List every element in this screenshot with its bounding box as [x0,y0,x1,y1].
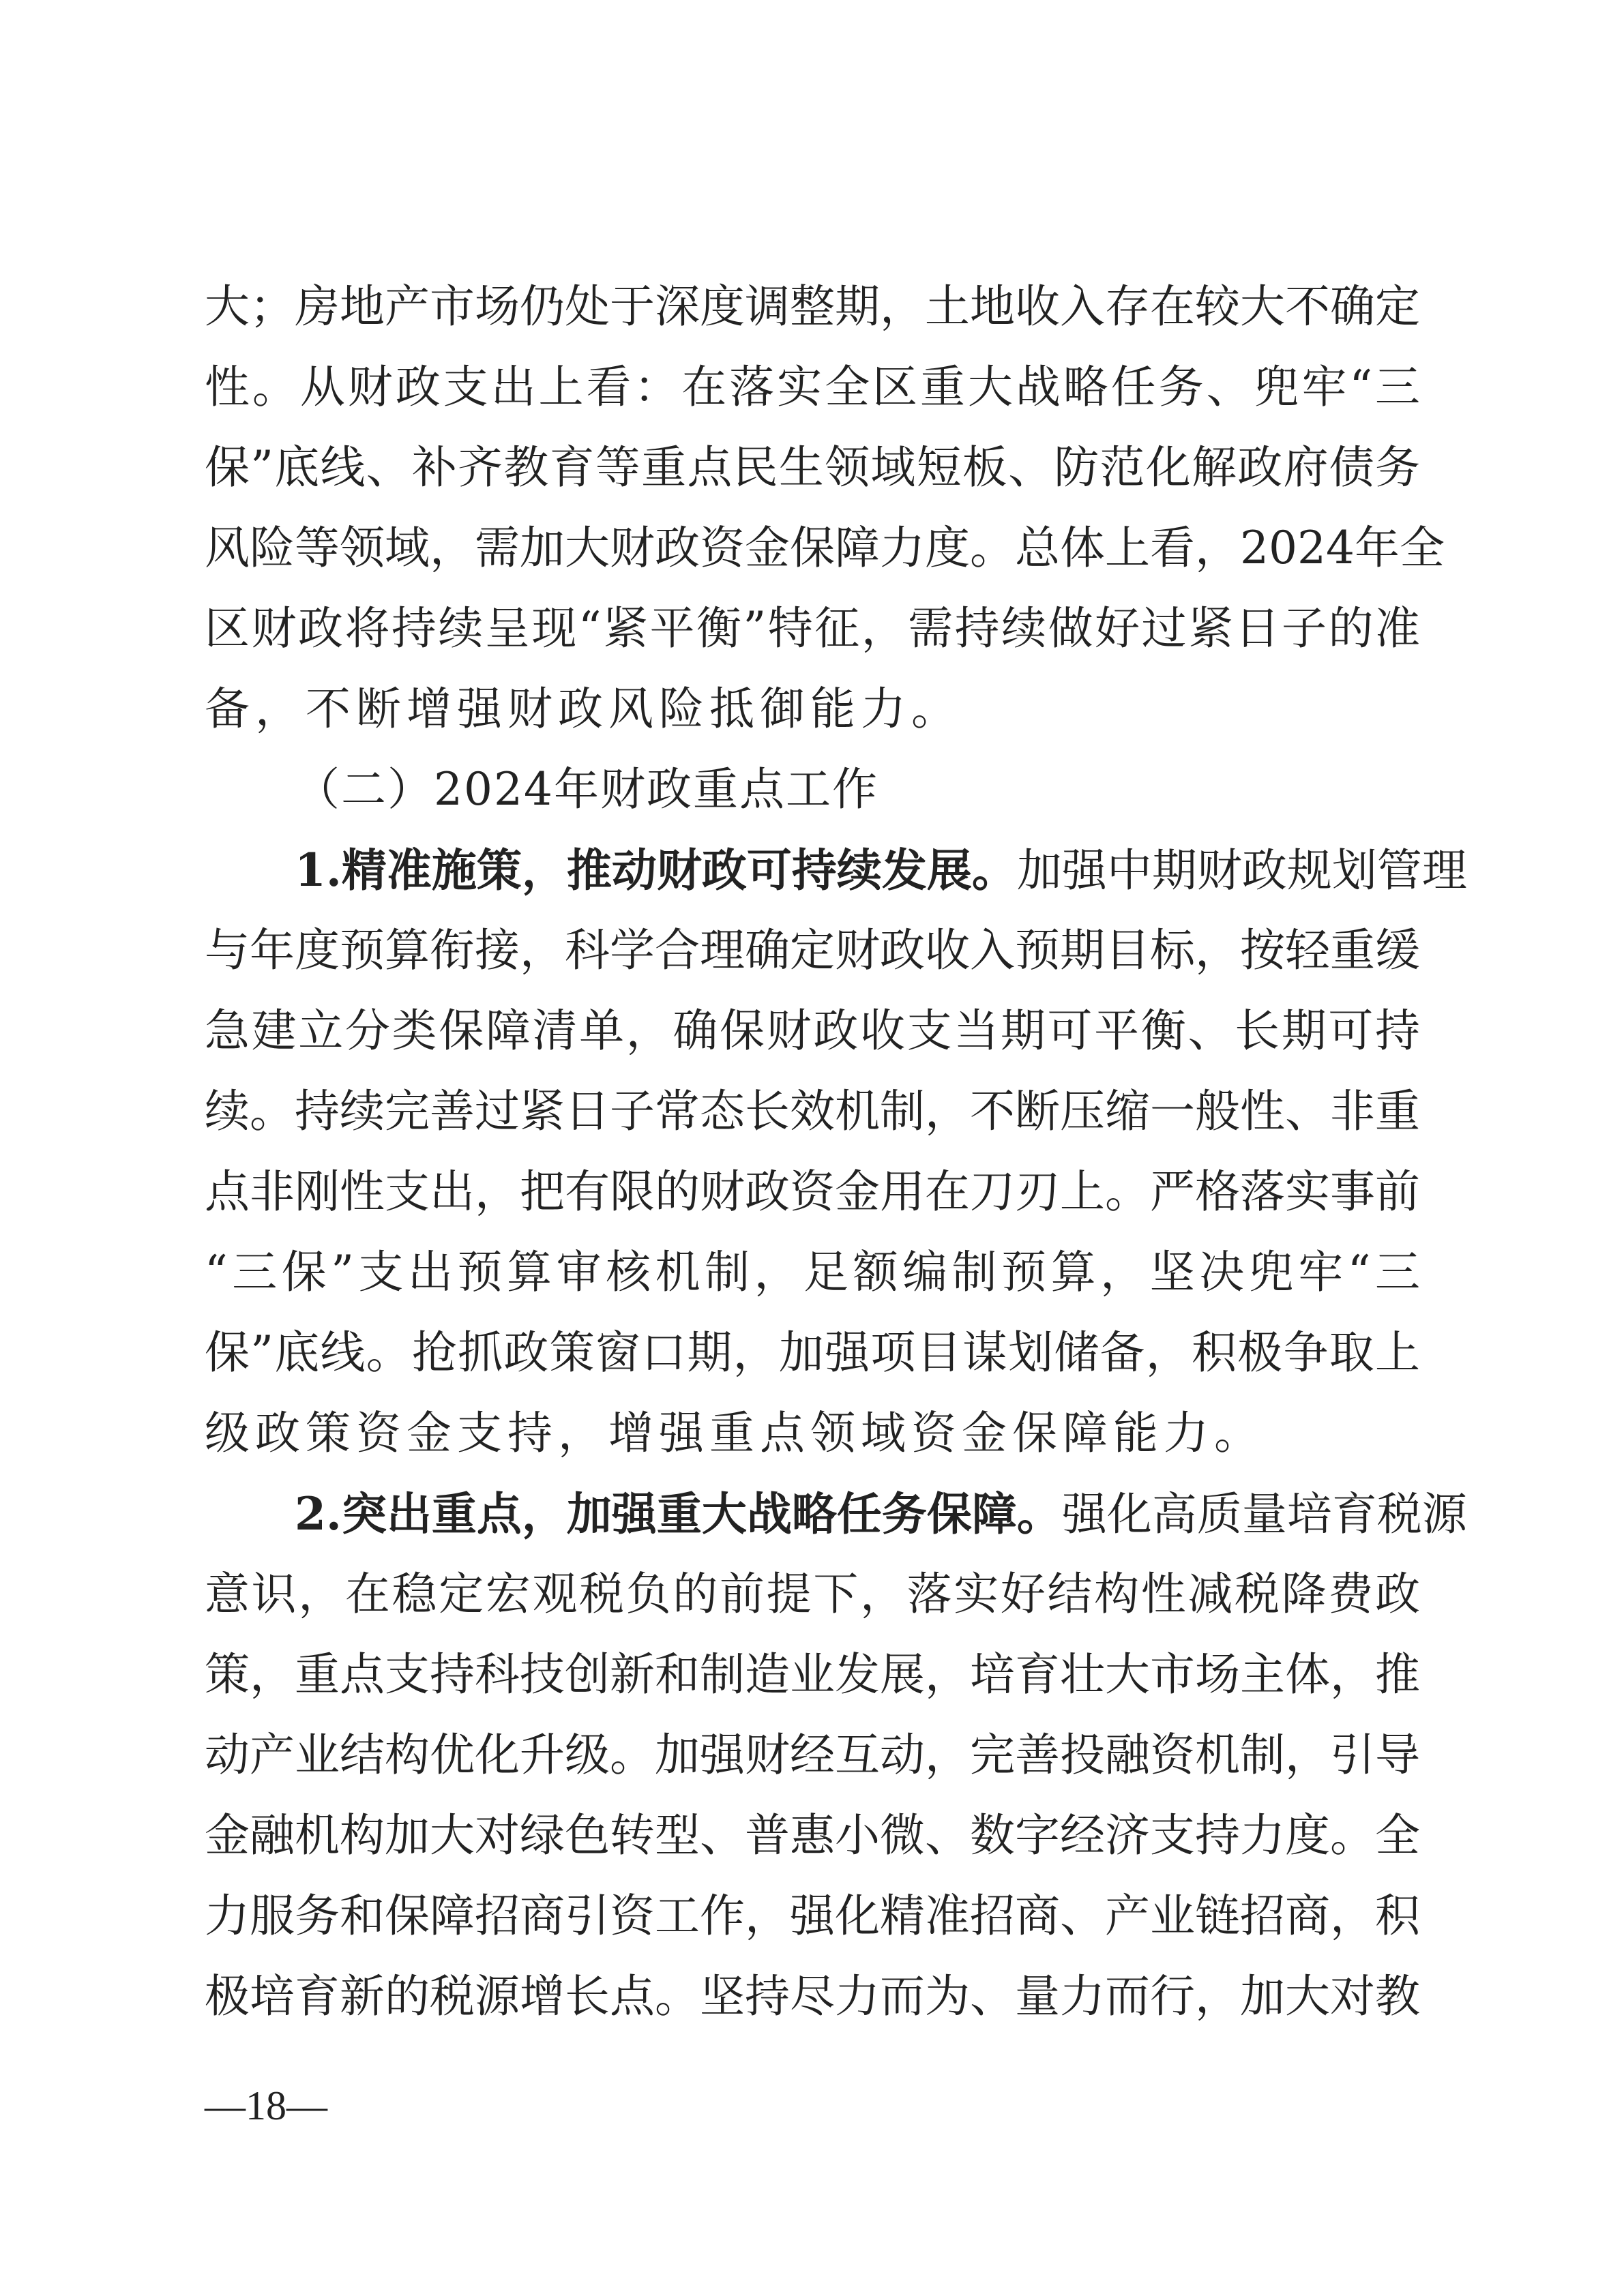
paragraph-line: 意识，在稳定宏观税负的前提下，落实好结构性减税降费政 [205,1568,1420,1620]
paragraph-line [295,1474,1467,1554]
item-text: 加强中期财政规划管理 [1016,844,1467,897]
paragraph-line: 保”底线、补齐教育等重点民生领域短板、防范化解政府债务 [205,441,1420,494]
paragraph-line: 急建立分类保障清单，确保财政收支当期可平衡、长期可持 [205,1004,1420,1057]
paragraph-line: 策，重点支持科技创新和制造业发展，培育壮大市场主体，推 [205,1648,1420,1701]
paragraph-line: 大；房地产市场仍处于深度调整期，土地收入存在较大不确定 [205,280,1420,333]
item-heading: 1.精准施策，推动财政可持续发展。 [295,844,1017,897]
page-number: —18— [205,2083,327,2128]
paragraph-line: 金融机构加大对绿色转型、普惠小微、数字经济支持力度。全 [205,1809,1420,1862]
paragraph-line: 备，不断增强财政风险抵御能力。 [205,683,962,735]
paragraph-line: 点非刚性支出，把有限的财政资金用在刀刃上。严格落实事前 [205,1165,1420,1218]
section-heading: （二）2024年财政重点工作 [295,763,879,816]
paragraph-line: 级政策资金支持，增强重点领域资金保障能力。 [205,1407,1265,1459]
paragraph-line: 风险等领域，需加大财政资金保障力度。总体上看，2024年全 [205,522,1445,574]
paragraph-line: 性。从财政支出上看：在落实全区重大战略任务、兜牢“三 [205,361,1420,413]
paragraph-line: 续。持续完善过紧日子常态长效机制，不断压缩一般性、非重 [205,1085,1420,1137]
paragraph-line: “三保”支出预算审核机制，足额编制预算，坚决兜牢“三 [205,1246,1420,1298]
paragraph-line: 动产业结构优化升级。加强财经互动，完善投融资机制，引导 [205,1729,1420,1781]
paragraph-line: 区财政将持续呈现“紧平衡”特征，需持续做好过紧日子的准 [205,602,1420,655]
paragraph-line: 极培育新的税源增长点。坚持尽力而为、量力而行，加大对教 [205,1970,1420,2023]
item-heading: 2.突出重点，加强重大战略任务保障。 [295,1487,1062,1540]
paragraph-line: 保”底线。抢抓政策窗口期，加强项目谋划储备，积极争取上 [205,1326,1420,1379]
paragraph-line [295,830,1467,910]
paragraph-line: 与年度预算衔接，科学合理确定财政收入预期目标，按轻重缓 [205,924,1420,976]
item-text: 强化高质量培育税源 [1061,1488,1467,1540]
paragraph-line: 力服务和保障招商引资工作，强化精准招商、产业链招商，积 [205,1890,1420,1942]
